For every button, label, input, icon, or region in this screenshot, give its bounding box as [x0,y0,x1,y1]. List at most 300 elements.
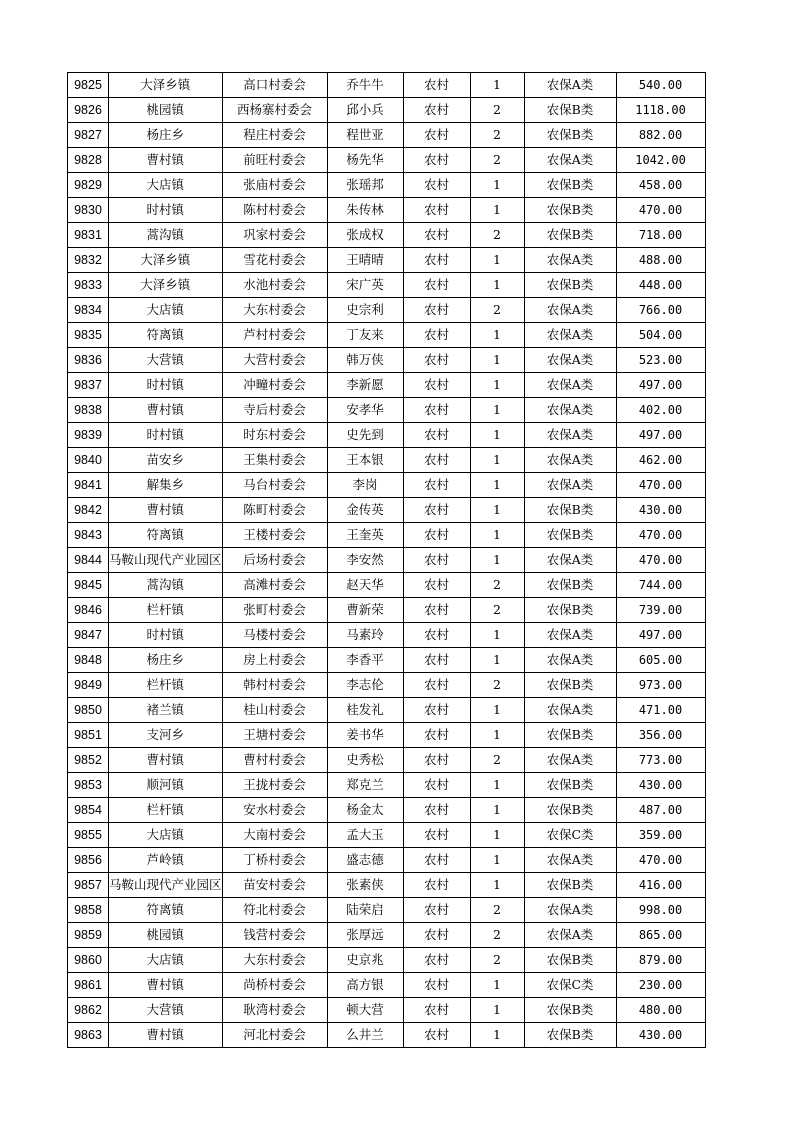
cell-amount: 540.00 [616,73,705,98]
table-row [68,98,706,123]
cell-town: 大店镇 [109,823,223,848]
cell-amount: 497.00 [616,373,705,398]
cell-count: 1 [470,198,524,223]
cell-name: 孟大玉 [327,823,403,848]
cell-category: 农保A类 [524,748,616,773]
cell-count: 1 [470,323,524,348]
cell-seq: 9840 [68,448,109,473]
cell-count: 2 [470,148,524,173]
cell-seq: 9852 [68,748,109,773]
cell-name: 史秀松 [327,748,403,773]
cell-category: 农保A类 [524,473,616,498]
cell-village: 王集村委会 [222,448,327,473]
cell-category: 农保C类 [524,973,616,998]
cell-count: 2 [470,673,524,698]
cell-category: 农保B类 [524,273,616,298]
cell-seq: 9835 [68,323,109,348]
cell-amount: 470.00 [616,548,705,573]
cell-village: 大东村委会 [222,298,327,323]
cell-seq: 9858 [68,898,109,923]
cell-count: 2 [470,898,524,923]
cell-name: 陆荣启 [327,898,403,923]
cell-category: 农保B类 [524,673,616,698]
cell-seq: 9841 [68,473,109,498]
cell-category: 农保B类 [524,223,616,248]
table-row [68,273,706,298]
cell-amount: 739.00 [616,598,705,623]
cell-town: 时村镇 [109,623,223,648]
table-row [68,798,706,823]
cell-seq: 9833 [68,273,109,298]
cell-name: 郑克兰 [327,773,403,798]
cell-type: 农村 [403,998,470,1023]
table-row [68,873,706,898]
cell-seq: 9851 [68,723,109,748]
cell-count: 1 [470,698,524,723]
cell-name: 李新愿 [327,373,403,398]
cell-count: 1 [470,73,524,98]
cell-village: 寺后村委会 [222,398,327,423]
cell-seq: 9845 [68,573,109,598]
cell-seq: 9860 [68,948,109,973]
table-row [68,748,706,773]
cell-type: 农村 [403,773,470,798]
cell-amount: 523.00 [616,348,705,373]
cell-category: 农保B类 [524,598,616,623]
cell-category: 农保B类 [524,773,616,798]
cell-count: 1 [470,848,524,873]
cell-name: 王奎英 [327,523,403,548]
cell-seq: 9850 [68,698,109,723]
cell-town: 符离镇 [109,323,223,348]
cell-type: 农村 [403,348,470,373]
table-row [68,598,706,623]
cell-seq: 9846 [68,598,109,623]
cell-type: 农村 [403,673,470,698]
table-row [68,698,706,723]
cell-town: 大店镇 [109,948,223,973]
table-row [68,298,706,323]
cell-village: 陈村村委会 [222,198,327,223]
cell-name: 杨先华 [327,148,403,173]
table-row [68,1023,706,1048]
cell-amount: 718.00 [616,223,705,248]
cell-village: 前旺村委会 [222,148,327,173]
cell-count: 2 [470,573,524,598]
cell-type: 农村 [403,548,470,573]
cell-count: 1 [470,398,524,423]
cell-name: 乔牛牛 [327,73,403,98]
cell-type: 农村 [403,648,470,673]
cell-count: 1 [470,773,524,798]
cell-name: 宋广英 [327,273,403,298]
cell-seq: 9855 [68,823,109,848]
cell-category: 农保A类 [524,923,616,948]
cell-town: 支河乡 [109,723,223,748]
cell-name: 赵天华 [327,573,403,598]
cell-name: 金传英 [327,498,403,523]
cell-town: 大营镇 [109,348,223,373]
cell-count: 1 [470,798,524,823]
cell-category: 农保B类 [524,523,616,548]
cell-seq: 9863 [68,1023,109,1048]
cell-type: 农村 [403,798,470,823]
cell-name: 史先到 [327,423,403,448]
cell-town: 大泽乡镇 [109,73,223,98]
cell-name: 姜书华 [327,723,403,748]
cell-village: 丁桥村委会 [222,848,327,873]
cell-amount: 605.00 [616,648,705,673]
cell-type: 农村 [403,848,470,873]
cell-seq: 9847 [68,623,109,648]
cell-category: 农保A类 [524,848,616,873]
cell-seq: 9837 [68,373,109,398]
cell-name: 安孝华 [327,398,403,423]
cell-seq: 9836 [68,348,109,373]
cell-type: 农村 [403,598,470,623]
cell-category: 农保B类 [524,573,616,598]
cell-amount: 497.00 [616,623,705,648]
table-row [68,148,706,173]
cell-category: 农保A类 [524,548,616,573]
cell-category: 农保B类 [524,198,616,223]
cell-village: 马台村委会 [222,473,327,498]
cell-category: 农保A类 [524,623,616,648]
cell-type: 农村 [403,873,470,898]
cell-count: 1 [470,723,524,748]
table-row [68,623,706,648]
cell-category: 农保A类 [524,448,616,473]
cell-name: 程世亚 [327,123,403,148]
table-row [68,723,706,748]
cell-name: 盛志德 [327,848,403,873]
cell-village: 马楼村委会 [222,623,327,648]
cell-amount: 471.00 [616,698,705,723]
cell-type: 农村 [403,398,470,423]
cell-village: 符北村委会 [222,898,327,923]
cell-town: 曹村镇 [109,148,223,173]
cell-seq: 9832 [68,248,109,273]
cell-category: 农保A类 [524,698,616,723]
cell-name: 韩万侠 [327,348,403,373]
table-row [68,773,706,798]
table-row [68,223,706,248]
cell-village: 曹村村委会 [222,748,327,773]
cell-name: 马素玲 [327,623,403,648]
cell-amount: 497.00 [616,423,705,448]
cell-town: 大泽乡镇 [109,248,223,273]
cell-town: 杨庄乡 [109,648,223,673]
cell-amount: 470.00 [616,523,705,548]
cell-type: 农村 [403,223,470,248]
cell-village: 高滩村委会 [222,573,327,598]
cell-amount: 504.00 [616,323,705,348]
cell-count: 1 [470,498,524,523]
cell-amount: 359.00 [616,823,705,848]
table-row [68,548,706,573]
table-row [68,398,706,423]
cell-name: 杨金太 [327,798,403,823]
table-row [68,173,706,198]
cell-category: 农保B类 [524,98,616,123]
cell-amount: 487.00 [616,798,705,823]
cell-town: 栏杆镇 [109,673,223,698]
cell-seq: 9862 [68,998,109,1023]
cell-village: 高口村委会 [222,73,327,98]
cell-village: 耿湾村委会 [222,998,327,1023]
cell-town: 桃园镇 [109,923,223,948]
cell-category: 农保A类 [524,398,616,423]
cell-seq: 9829 [68,173,109,198]
cell-seq: 9849 [68,673,109,698]
cell-village: 水池村委会 [222,273,327,298]
cell-seq: 9861 [68,973,109,998]
cell-name: 李岗 [327,473,403,498]
cell-category: 农保B类 [524,798,616,823]
cell-category: 农保A类 [524,648,616,673]
cell-amount: 1118.00 [616,98,705,123]
table-row [68,998,706,1023]
cell-type: 农村 [403,323,470,348]
cell-village: 大南村委会 [222,823,327,848]
table-row [68,848,706,873]
cell-town: 蒿沟镇 [109,573,223,598]
cell-type: 农村 [403,73,470,98]
cell-name: 王本银 [327,448,403,473]
cell-amount: 230.00 [616,973,705,998]
cell-seq: 9843 [68,523,109,548]
cell-seq: 9834 [68,298,109,323]
cell-amount: 973.00 [616,673,705,698]
table-row [68,573,706,598]
cell-seq: 9839 [68,423,109,448]
cell-count: 1 [470,173,524,198]
cell-village: 芦村村委会 [222,323,327,348]
cell-seq: 9859 [68,923,109,948]
cell-town: 大营镇 [109,998,223,1023]
cell-amount: 882.00 [616,123,705,148]
cell-type: 农村 [403,723,470,748]
table-row [68,948,706,973]
cell-name: 丁友来 [327,323,403,348]
cell-seq: 9831 [68,223,109,248]
cell-amount: 470.00 [616,473,705,498]
cell-category: 农保A类 [524,73,616,98]
cell-category: 农保B类 [524,123,616,148]
cell-count: 2 [470,298,524,323]
cell-village: 韩村村委会 [222,673,327,698]
cell-count: 1 [470,1023,524,1048]
cell-seq: 9828 [68,148,109,173]
cell-name: 史宗利 [327,298,403,323]
cell-town: 栏杆镇 [109,798,223,823]
cell-type: 农村 [403,698,470,723]
cell-seq: 9825 [68,73,109,98]
cell-town: 符离镇 [109,523,223,548]
cell-amount: 744.00 [616,573,705,598]
cell-village: 后场村委会 [222,548,327,573]
cell-village: 大营村委会 [222,348,327,373]
cell-village: 西杨寨村委会 [222,98,327,123]
table-body [68,73,706,1048]
cell-village: 张庙村委会 [222,173,327,198]
cell-category: 农保A类 [524,348,616,373]
cell-amount: 480.00 [616,998,705,1023]
cell-count: 1 [470,548,524,573]
cell-amount: 766.00 [616,298,705,323]
cell-name: 李安然 [327,548,403,573]
cell-count: 1 [470,523,524,548]
cell-category: 农保A类 [524,373,616,398]
cell-count: 1 [470,348,524,373]
table-row [68,348,706,373]
cell-type: 农村 [403,823,470,848]
table-row [68,373,706,398]
cell-seq: 9842 [68,498,109,523]
cell-seq: 9830 [68,198,109,223]
cell-count: 1 [470,973,524,998]
cell-category: 农保A类 [524,248,616,273]
cell-seq: 9856 [68,848,109,873]
cell-seq: 9853 [68,773,109,798]
cell-count: 2 [470,598,524,623]
cell-village: 王楼村委会 [222,523,327,548]
cell-count: 1 [470,823,524,848]
cell-amount: 430.00 [616,1023,705,1048]
cell-seq: 9838 [68,398,109,423]
cell-category: 农保A类 [524,148,616,173]
cell-amount: 448.00 [616,273,705,298]
cell-type: 农村 [403,98,470,123]
cell-town: 曹村镇 [109,1023,223,1048]
cell-category: 农保B类 [524,723,616,748]
cell-type: 农村 [403,948,470,973]
cell-type: 农村 [403,898,470,923]
table-row [68,673,706,698]
cell-town: 时村镇 [109,423,223,448]
cell-amount: 462.00 [616,448,705,473]
cell-village: 桂山村委会 [222,698,327,723]
cell-category: 农保A类 [524,323,616,348]
cell-type: 农村 [403,1023,470,1048]
cell-village: 河北村委会 [222,1023,327,1048]
cell-town: 曹村镇 [109,498,223,523]
cell-name: 李志伦 [327,673,403,698]
cell-seq: 9848 [68,648,109,673]
cell-town: 曹村镇 [109,973,223,998]
cell-type: 农村 [403,273,470,298]
cell-category: 农保B类 [524,1023,616,1048]
cell-village: 苗安村委会 [222,873,327,898]
cell-count: 1 [470,473,524,498]
cell-count: 1 [470,423,524,448]
cell-amount: 402.00 [616,398,705,423]
cell-name: 王晴晴 [327,248,403,273]
cell-village: 程庄村委会 [222,123,327,148]
cell-amount: 470.00 [616,198,705,223]
cell-amount: 470.00 [616,848,705,873]
cell-category: 农保B类 [524,873,616,898]
table-row [68,73,706,98]
table-row [68,973,706,998]
cell-amount: 356.00 [616,723,705,748]
cell-name: 李香平 [327,648,403,673]
cell-type: 农村 [403,123,470,148]
cell-count: 1 [470,648,524,673]
cell-seq: 9827 [68,123,109,148]
cell-type: 农村 [403,973,470,998]
cell-amount: 998.00 [616,898,705,923]
cell-count: 2 [470,98,524,123]
cell-town: 马鞍山现代产业园区 [109,548,223,573]
cell-village: 钱营村委会 [222,923,327,948]
cell-village: 王塘村委会 [222,723,327,748]
cell-name: 顿大营 [327,998,403,1023]
cell-town: 桃园镇 [109,98,223,123]
cell-amount: 1042.00 [616,148,705,173]
cell-amount: 488.00 [616,248,705,273]
cell-town: 曹村镇 [109,748,223,773]
cell-name: 么井兰 [327,1023,403,1048]
cell-seq: 9844 [68,548,109,573]
table-row [68,248,706,273]
cell-count: 1 [470,998,524,1023]
cell-count: 2 [470,748,524,773]
cell-village: 尚桥村委会 [222,973,327,998]
table-row [68,198,706,223]
cell-town: 马鞍山现代产业园区 [109,873,223,898]
cell-town: 芦岭镇 [109,848,223,873]
cell-type: 农村 [403,148,470,173]
cell-count: 2 [470,948,524,973]
cell-category: 农保B类 [524,498,616,523]
table-row [68,423,706,448]
cell-name: 史京兆 [327,948,403,973]
cell-category: 农保C类 [524,823,616,848]
cell-category: 农保A类 [524,898,616,923]
cell-count: 1 [470,448,524,473]
cell-village: 王拢村委会 [222,773,327,798]
cell-town: 大店镇 [109,298,223,323]
cell-town: 曹村镇 [109,398,223,423]
cell-village: 房上村委会 [222,648,327,673]
cell-type: 农村 [403,298,470,323]
table-row [68,523,706,548]
table-row [68,323,706,348]
cell-town: 蒿沟镇 [109,223,223,248]
cell-name: 张成权 [327,223,403,248]
cell-type: 农村 [403,748,470,773]
cell-name: 邱小兵 [327,98,403,123]
cell-type: 农村 [403,423,470,448]
cell-village: 安水村委会 [222,798,327,823]
cell-count: 1 [470,248,524,273]
table-row [68,498,706,523]
cell-village: 巩家村委会 [222,223,327,248]
cell-town: 大泽乡镇 [109,273,223,298]
cell-category: 农保A类 [524,298,616,323]
data-table [67,72,706,1048]
cell-name: 曹新荣 [327,598,403,623]
cell-name: 朱传林 [327,198,403,223]
cell-count: 1 [470,373,524,398]
cell-name: 张瑶邦 [327,173,403,198]
cell-town: 栏杆镇 [109,598,223,623]
cell-type: 农村 [403,373,470,398]
cell-town: 苗安乡 [109,448,223,473]
table-row [68,473,706,498]
cell-amount: 416.00 [616,873,705,898]
